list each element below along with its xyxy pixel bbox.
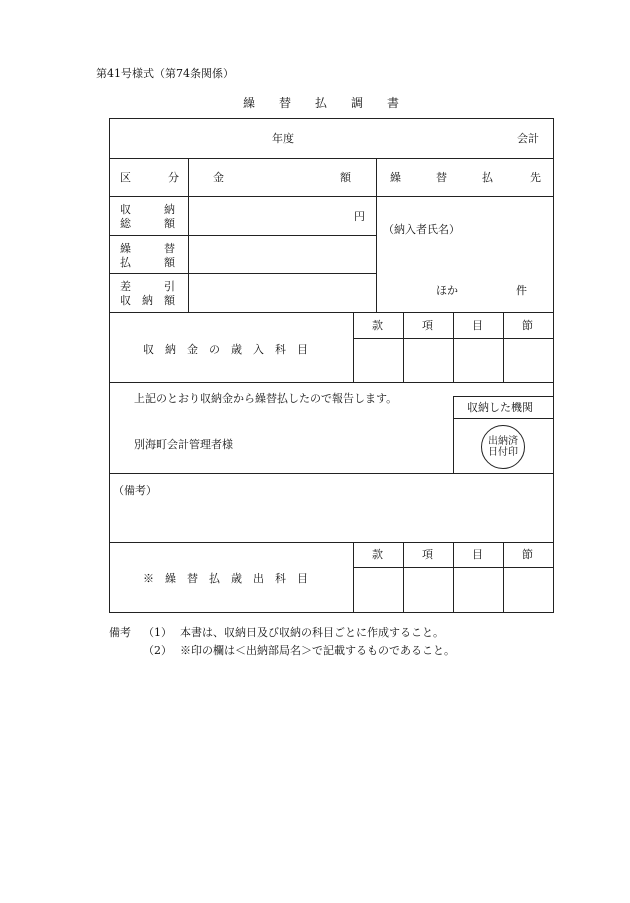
note-text: ※印の欄は＜出納部局名＞で記載するものであること。 bbox=[180, 644, 455, 657]
column-divider bbox=[376, 158, 377, 312]
notes-label: 備考 bbox=[109, 626, 131, 639]
row-divider bbox=[109, 473, 554, 474]
budget-column-header: 項 bbox=[422, 319, 433, 332]
note-number: （2） bbox=[143, 644, 172, 657]
net-received-label: 収 納 額 bbox=[120, 294, 175, 307]
row-divider bbox=[109, 196, 554, 197]
date-stamp-circle bbox=[481, 425, 525, 469]
budget-column-header: 款 bbox=[372, 548, 383, 561]
total-received-label: 収 納 bbox=[120, 203, 175, 216]
column-divider bbox=[503, 542, 504, 613]
budget-column-header: 目 bbox=[472, 319, 483, 332]
total-received-label: 総 額 bbox=[120, 217, 175, 230]
row-divider bbox=[109, 158, 554, 159]
note-number: （1） bbox=[143, 626, 172, 639]
row-divider bbox=[109, 542, 554, 543]
payee-char: 繰 bbox=[390, 171, 401, 184]
row-divider bbox=[109, 273, 376, 274]
stamp-text: 日付印 bbox=[488, 447, 518, 458]
note-text: 本書は、収納日及び収納の科目ごとに作成すること。 bbox=[180, 626, 444, 639]
yen-unit: 円 bbox=[354, 210, 365, 223]
column-divider bbox=[453, 542, 454, 613]
fiscal-year-label: 年度 bbox=[272, 132, 294, 145]
column-divider bbox=[188, 158, 189, 312]
column-divider bbox=[503, 312, 504, 382]
column-divider bbox=[353, 312, 354, 382]
column-divider bbox=[353, 542, 354, 613]
report-statement: 上記のとおり収納金から繰替払したので報告します。 bbox=[134, 392, 398, 405]
form-number: 第41号様式（第74条関係） bbox=[96, 67, 234, 80]
amount-label-gaku: 額 bbox=[340, 171, 351, 184]
row-divider bbox=[453, 396, 554, 397]
payer-name-label: （納入者氏名） bbox=[383, 223, 460, 236]
account-label: 会計 bbox=[517, 132, 539, 145]
row-divider bbox=[109, 312, 554, 313]
net-received-label: 差 引 bbox=[120, 280, 175, 293]
amount-label-kin: 金 bbox=[213, 171, 224, 184]
substitute-payment-label: 払 額 bbox=[120, 256, 175, 269]
budget-column-header: 款 bbox=[372, 319, 383, 332]
column-divider bbox=[453, 312, 454, 382]
budget-column-header: 項 bbox=[422, 548, 433, 561]
substitute-payment-label: 繰 替 bbox=[120, 242, 175, 255]
budget-column-header: 目 bbox=[472, 548, 483, 561]
recipient-label: 別海町会計管理者様 bbox=[134, 438, 233, 451]
budget-column-header: 節 bbox=[522, 548, 533, 561]
stamp-text: 出納済 bbox=[488, 435, 518, 447]
revenue-subject-label: 収 納 金 の 歳 入 科 目 bbox=[143, 343, 308, 356]
payee-char: 先 bbox=[530, 171, 541, 184]
received-org-label: 収納した機関 bbox=[467, 401, 533, 414]
column-divider bbox=[453, 396, 454, 473]
expenditure-subject-label: ※ 繰 替 払 歳 出 科 目 bbox=[143, 572, 308, 585]
category-label-ku: 区 bbox=[120, 171, 131, 184]
payee-char: 替 bbox=[436, 171, 447, 184]
payee-char: 払 bbox=[482, 171, 493, 184]
budget-column-header: 節 bbox=[522, 319, 533, 332]
others-label: ほか bbox=[436, 284, 458, 297]
document-title: 繰 替 払 調 書 bbox=[243, 96, 400, 110]
row-divider bbox=[109, 382, 554, 383]
category-label-bun: 分 bbox=[168, 171, 179, 184]
row-divider bbox=[109, 235, 376, 236]
column-divider bbox=[403, 312, 404, 382]
remarks-label: （備考） bbox=[113, 484, 157, 497]
column-divider bbox=[403, 542, 404, 613]
form-table bbox=[109, 118, 554, 613]
row-divider bbox=[453, 418, 554, 419]
count-unit: 件 bbox=[516, 284, 527, 297]
